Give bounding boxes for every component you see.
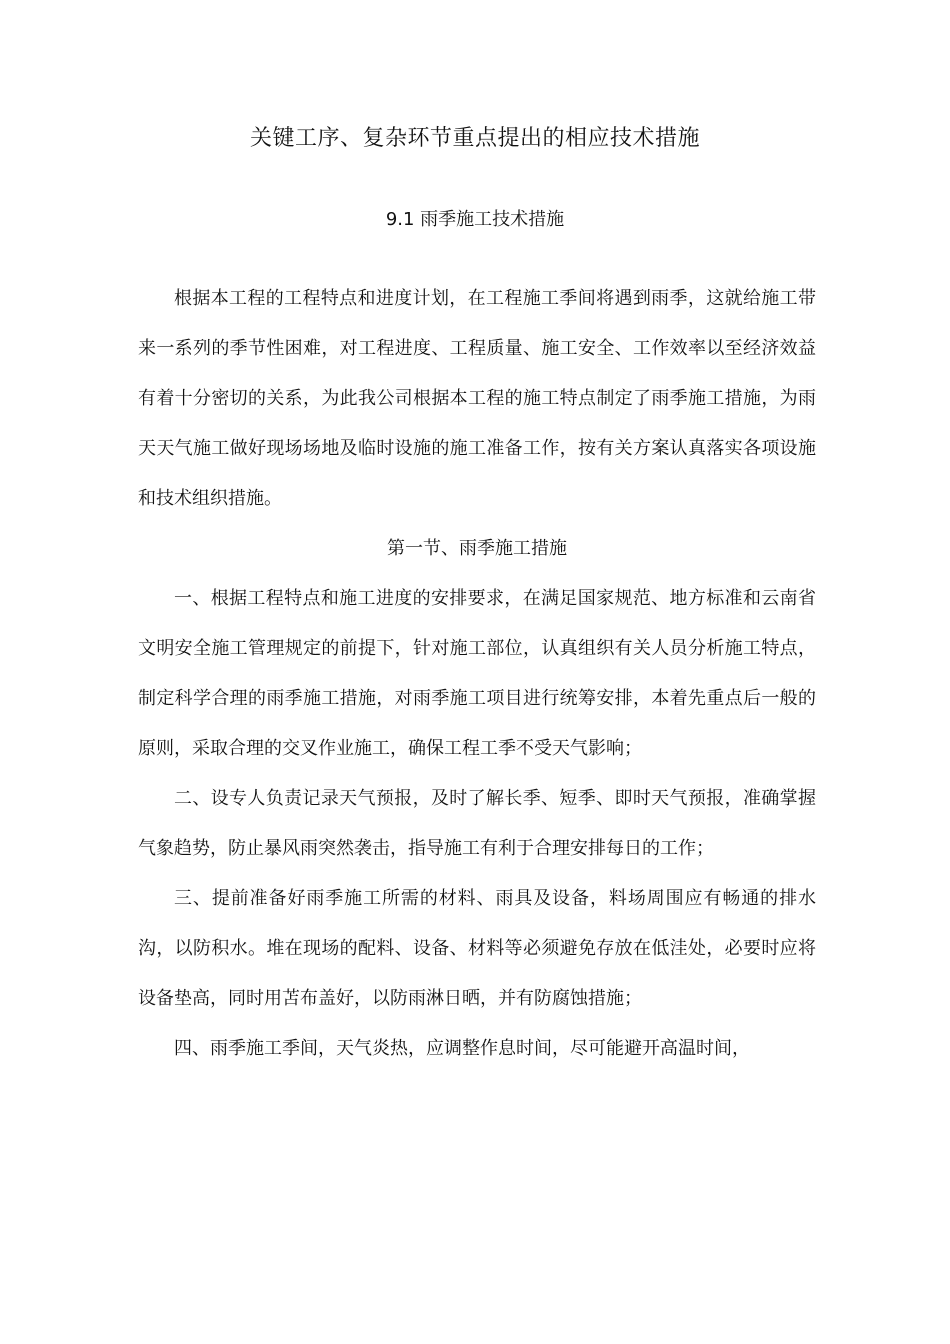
- document-title: 关键工序、复杂环节重点提出的相应技术措施: [249, 126, 700, 151]
- intro-paragraph: 根据本工程的工程特点和进度计划，在工程施工季间将遇到雨季，这就给施工带来一系列的季节性困难，对工程进度、工程质量、施工安全、工作效率以至经济效益有着十分密切的关系，为此我公司根据本工程的施工特点制定了雨季施工措施，为雨天天气施工做好现场场地及临时设施的施工准备工作，按有关方案认真落实各项设施和技术组织措施。: [138, 288, 816, 509]
- measure-item-3: 三、提前准备好雨季施工所需的材料、雨具及设备，料场周围应有畅通的排水沟，以防积水。堆在现场的配料、设备、材料等必须避免存放在低洼处，必要时应将设备垫高，同时用苫布盖好，以防雨淋日晒，并有防腐蚀措施；: [138, 888, 816, 1009]
- measure-item-1: 一、根据工程特点和施工进度的安排要求，在满足国家规范、地方标准和云南省文明安全施工管理规定的前提下，针对施工部位，认真组织有关人员分析施工特点，制定科学合理的雨季施工措施，对雨季施工项目进行统筹安排，本着先重点后一般的原则，采取合理的交叉作业施工，确保工程工季不受天气影响；: [138, 588, 816, 759]
- document-body: [138, 274, 816, 1074]
- section-heading: 第一节、雨季施工措施: [387, 538, 567, 559]
- measure-item-2: 二、设专人负责记录天气预报，及时了解长季、短季、即时天气预报，准确掌握气象趋势，防止暴风雨突然袭击，指导施工有利于合理安排每日的工作；: [138, 788, 816, 859]
- document-subtitle: 9.1 雨季施工技术措施: [385, 209, 565, 230]
- measure-item-4: 四、雨季施工季间，天气炎热，应调整作息时间，尽可能避开高温时间，: [174, 1038, 750, 1059]
